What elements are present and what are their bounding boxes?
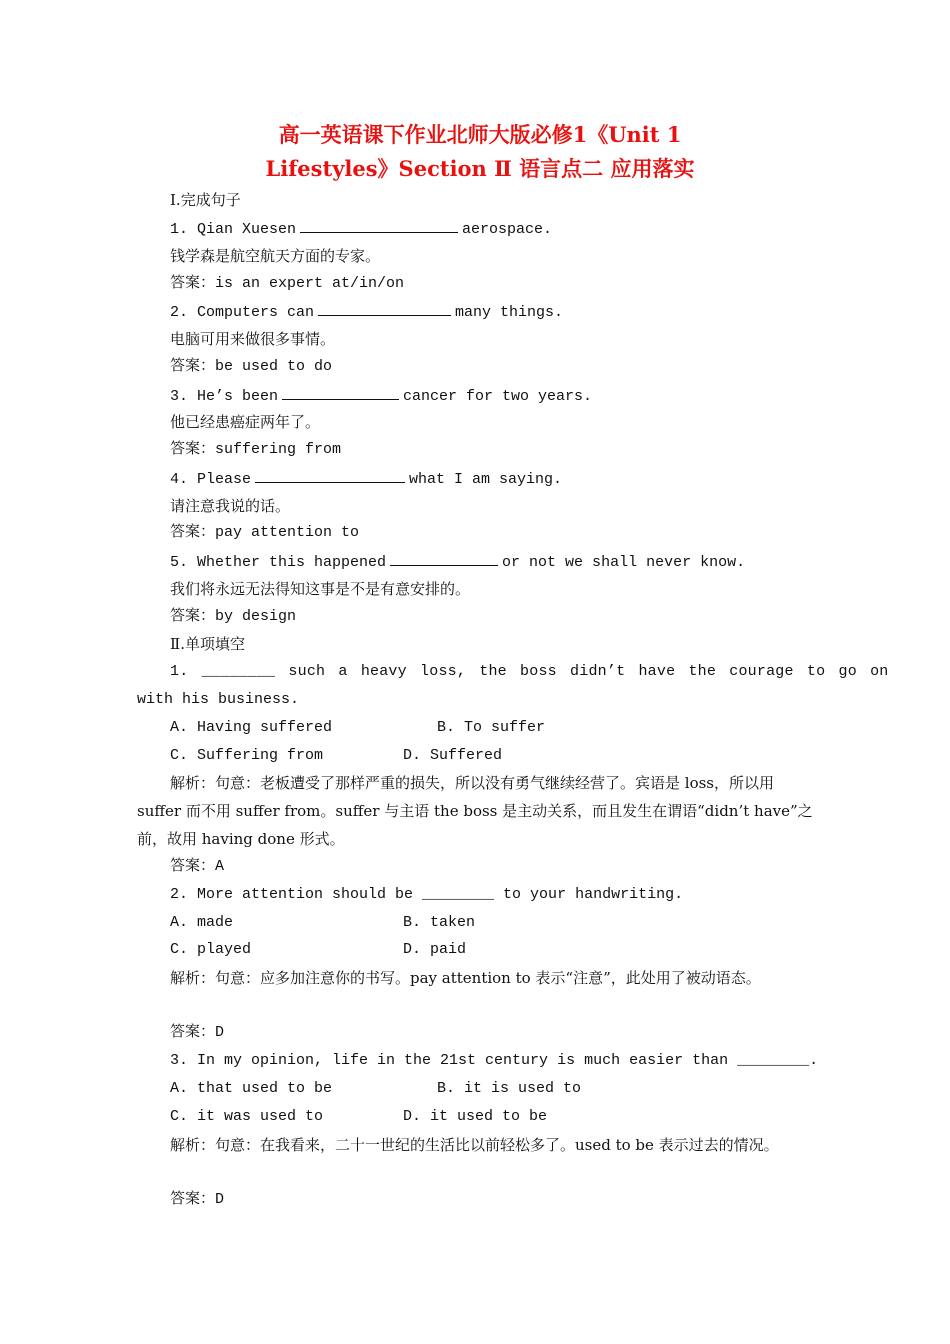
s2-q1-stem-line-1: 1. ________ such a heavy loss, the boss didn’t have the courage to go on xyxy=(170,663,889,680)
document-title-line-2: Lifestyles》Section Ⅱ 语言点二 应用落实 xyxy=(265,156,695,181)
s1-item-3-answer: 答案：suffering from xyxy=(170,441,342,458)
s1-item-2-post: many things. xyxy=(455,304,564,321)
s1-item-5-sentence xyxy=(170,551,745,573)
s2-q1-option-a: A. Having suffered xyxy=(170,719,333,736)
s1-item-5-post: or not we shall never know. xyxy=(502,554,746,571)
s1-item-5-pre: 5. Whether this happened xyxy=(170,554,387,571)
section-2-heading: Ⅱ.单项填空 xyxy=(170,635,245,653)
s1-item-4-blank xyxy=(255,468,405,483)
s1-item-1-answer: 答案：is an expert at/in/on xyxy=(170,275,405,292)
s1-item-4-sentence xyxy=(170,468,562,490)
s2-q1-answer: 答案：A xyxy=(170,858,225,875)
s2-q3-option-a: A. that used to be xyxy=(170,1080,333,1097)
s2-q1-option-d: D. Suffered xyxy=(403,747,503,764)
s1-item-3-pre: 3. He’s been xyxy=(170,388,279,405)
s1-item-1-chinese: 钱学森是航空航天方面的专家。 xyxy=(170,247,381,265)
s1-item-2-blank xyxy=(318,301,451,316)
s2-q1-option-b: B. To suffer xyxy=(437,719,546,736)
s1-item-2-sentence xyxy=(170,301,563,323)
s2-q3-stem: 3. In my opinion, life in the 21st century is much easier than ________. xyxy=(170,1052,819,1069)
s1-item-5-blank xyxy=(390,551,498,566)
s1-item-2-answer: 答案：be used to do xyxy=(170,358,333,375)
s1-item-1-post: aerospace. xyxy=(462,221,553,238)
s2-q3-option-b: B. it is used to xyxy=(437,1080,582,1097)
s1-item-2-pre: 2. Computers can xyxy=(170,304,315,321)
s1-item-3-chinese: 他已经患癌症两年了。 xyxy=(170,413,321,431)
s1-item-4-answer: 答案：pay attention to xyxy=(170,524,360,541)
s1-item-4-pre: 4. Please xyxy=(170,471,252,488)
s1-item-3-blank xyxy=(282,385,399,400)
s1-item-4-chinese: 请注意我说的话。 xyxy=(170,497,291,515)
s1-item-3-post: cancer for two years. xyxy=(403,388,593,405)
s2-q1-analysis: 解析：句意：老板遭受了那样严重的损失，所以没有勇气继续经营了。宾语是 loss，所以用 suffer 而不用 suffer from。suffer 与主语 the boss 是主动关系，而且发生在谓语“didn’t have”之前，故用 having done 形式。 xyxy=(137,774,813,848)
s1-item-4-post: what I am saying. xyxy=(409,471,563,488)
s2-q2-option-b: B. taken xyxy=(403,914,476,931)
s2-q2-option-a: A. made xyxy=(170,914,234,931)
s1-item-1-blank xyxy=(300,218,458,233)
s1-item-2-chinese: 电脑可用来做很多事情。 xyxy=(170,330,336,348)
s1-item-1-sentence xyxy=(170,218,552,240)
s2-q3-answer: 答案：D xyxy=(170,1191,225,1208)
s2-q1-stem-line-2: with his business. xyxy=(137,691,300,708)
s1-item-3-sentence xyxy=(170,385,592,407)
s2-q2-option-c: C. played xyxy=(170,941,252,958)
s2-q3-option-d: D. it used to be xyxy=(403,1108,548,1125)
s2-q2-analysis: 解析：句意：应多加注意你的书写。pay attention to 表示“注意”，此处用了被动语态。 xyxy=(170,969,761,987)
s1-item-5-answer: 答案：by design xyxy=(170,608,297,625)
s2-q2-answer: 答案：D xyxy=(170,1024,225,1041)
s1-item-5-chinese: 我们将永远无法得知这事是不是有意安排的。 xyxy=(170,580,471,598)
section-1-heading: Ⅰ.完成句子 xyxy=(170,191,241,209)
s2-q2-stem: 2. More attention should be ________ to your handwriting. xyxy=(170,886,684,903)
s2-q3-option-c: C. it was used to xyxy=(170,1108,324,1125)
s1-item-1-pre: 1. Qian Xuesen xyxy=(170,221,297,238)
document-title-line-1: 高一英语课下作业北师大版必修1《Unit 1 xyxy=(278,122,682,147)
s2-q2-option-d: D. paid xyxy=(403,941,467,958)
s2-q3-analysis: 解析：句意：在我看来，二十一世纪的生活比以前轻松多了。used to be 表示过去的情况。 xyxy=(170,1136,779,1154)
s2-q1-option-c: C. Suffering from xyxy=(170,747,324,764)
